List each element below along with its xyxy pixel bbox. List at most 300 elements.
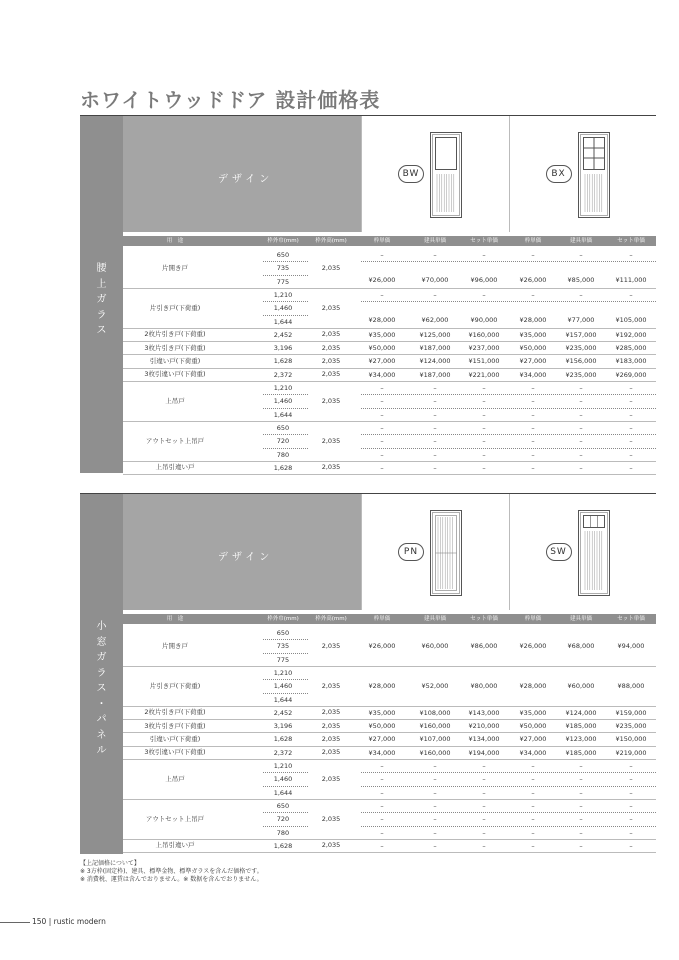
side-label-char: ガ — [96, 294, 107, 305]
width-text: 1,644 — [273, 410, 293, 419]
usage-text: 上吊戸 — [165, 774, 185, 783]
price-cell: – — [380, 410, 384, 419]
price-cell: – — [433, 384, 437, 392]
price-cell: – — [531, 828, 535, 837]
side-label-char: ガ — [96, 652, 107, 663]
price-cell: – — [433, 775, 437, 784]
price-cell: – — [482, 788, 486, 797]
price-cell: – — [482, 450, 486, 459]
door-code-badge: SW — [546, 543, 572, 561]
price-cell: ¥62,000 — [421, 315, 449, 324]
height-text: 2,035 — [321, 357, 341, 366]
price-cell: ¥96,000 — [470, 275, 498, 284]
price-cell: – — [380, 815, 384, 824]
row-divider-dotted — [263, 301, 308, 302]
column-header: 枠単価 — [524, 238, 542, 244]
price-cell: – — [482, 423, 486, 432]
height-text: 2,035 — [321, 841, 341, 850]
price-cell: – — [380, 828, 384, 837]
width-text: 1,644 — [273, 317, 293, 326]
price-cell: ¥157,000 — [565, 330, 597, 339]
side-label-char: 小 — [96, 621, 107, 632]
side-label-char: 腰 — [96, 263, 107, 274]
price-cell: – — [380, 290, 384, 299]
door-cell — [509, 494, 656, 610]
price-cell: – — [579, 788, 583, 797]
price-cell: – — [629, 775, 633, 784]
width-text: 775 — [276, 655, 290, 664]
price-cell: – — [629, 423, 633, 432]
side-label-char: ラ — [96, 309, 107, 321]
price-cell: – — [579, 384, 583, 392]
width-text: 720 — [276, 815, 290, 824]
price-cell: ¥70,000 — [421, 275, 449, 284]
price-cell: ¥60,000 — [421, 641, 449, 650]
width-text: 1,644 — [273, 695, 293, 704]
design-band — [123, 116, 361, 232]
column-header: 用 途 — [166, 238, 184, 244]
usage-text: 3枚片引き戸(下荷重) — [144, 343, 206, 352]
width-text: 1,628 — [273, 463, 293, 472]
price-cell: ¥123,000 — [565, 735, 597, 744]
price-cell: – — [380, 788, 384, 797]
door-cell — [361, 116, 509, 232]
price-cell: ¥221,000 — [468, 370, 500, 379]
price-cell: – — [433, 397, 437, 406]
door-cell — [361, 494, 509, 610]
price-cell: – — [531, 450, 535, 459]
side-label-text — [80, 619, 123, 759]
width-text: 1,628 — [273, 735, 293, 744]
price-divider-dotted — [361, 301, 656, 302]
price-cell: ¥27,000 — [519, 735, 547, 744]
price-cell: – — [579, 437, 583, 446]
price-cell: – — [579, 290, 583, 299]
group-divider — [123, 852, 656, 853]
column-header: セット単価 — [470, 238, 498, 244]
width-text: 1,460 — [273, 304, 293, 313]
price-section-komado-panel — [80, 493, 656, 853]
price-cell: – — [629, 815, 633, 824]
price-cell: – — [433, 788, 437, 797]
price-cell: – — [380, 397, 384, 406]
side-label-char: ル — [96, 745, 107, 756]
side-label-char: 窓 — [96, 636, 107, 648]
column-header: 枠単価 — [373, 238, 391, 244]
column-header: セット単価 — [617, 616, 645, 622]
price-cell: ¥77,000 — [567, 315, 595, 324]
price-cell: ¥237,000 — [468, 344, 500, 353]
row-divider-dotted — [263, 394, 308, 395]
price-cell: ¥27,000 — [368, 357, 396, 366]
price-divider-dotted — [361, 408, 656, 409]
price-cell: – — [433, 801, 437, 810]
price-cell: – — [629, 251, 633, 259]
price-cell: – — [579, 801, 583, 810]
price-cell: ¥50,000 — [519, 722, 547, 731]
price-cell: – — [482, 815, 486, 824]
price-cell: ¥34,000 — [368, 370, 396, 379]
price-cell: – — [629, 841, 633, 850]
design-label: デザイン — [218, 552, 274, 563]
price-cell: ¥194,000 — [468, 748, 500, 757]
price-cell: ¥150,000 — [615, 735, 647, 744]
column-header: 枠外巾(mm) — [267, 616, 299, 622]
usage-text: 引違い戸(下荷重) — [149, 357, 201, 366]
price-cell: ¥219,000 — [615, 748, 647, 757]
price-cell: – — [629, 828, 633, 837]
page-footer — [0, 917, 106, 926]
price-cell: ¥85,000 — [567, 275, 595, 284]
price-cell: ¥35,000 — [519, 708, 547, 717]
price-cell: – — [579, 397, 583, 406]
price-divider-dotted — [361, 394, 656, 395]
door-bx-icon — [578, 132, 610, 222]
usage-text: 引違い戸(下荷重) — [149, 735, 201, 744]
price-cell: – — [531, 384, 535, 392]
price-cell: – — [531, 397, 535, 406]
price-cell: ¥192,000 — [615, 330, 647, 339]
design-label: デザイン — [218, 174, 274, 185]
price-cell: – — [482, 251, 486, 259]
price-cell: – — [579, 251, 583, 259]
height-text: 2,035 — [321, 681, 341, 690]
width-text: 1,460 — [273, 397, 293, 406]
price-cell: – — [380, 384, 384, 392]
height-text: 2,035 — [321, 303, 341, 312]
door-code-badge: BX — [546, 165, 572, 183]
row-divider-dotted — [263, 275, 308, 276]
price-cell: – — [433, 410, 437, 419]
width-text: 780 — [276, 450, 290, 459]
price-cell: – — [380, 463, 384, 472]
width-text: 735 — [276, 642, 290, 651]
width-text: 2,372 — [273, 370, 293, 379]
price-cell: ¥160,000 — [419, 748, 451, 757]
usage-text: 3枚引違い戸(下荷重) — [144, 748, 206, 757]
price-cell: ¥35,000 — [368, 330, 396, 339]
height-text: 2,035 — [321, 721, 341, 730]
price-cell: ¥143,000 — [468, 708, 500, 717]
price-cell: – — [531, 815, 535, 824]
side-label-char: ス — [96, 683, 107, 694]
price-cell: – — [629, 450, 633, 459]
column-header: 建具単価 — [569, 238, 592, 244]
price-cell: – — [531, 841, 535, 850]
price-cell: – — [482, 463, 486, 472]
price-cell: ¥269,000 — [615, 370, 647, 379]
price-cell: – — [579, 841, 583, 850]
usage-text: 3枚片引き戸(下荷重) — [144, 721, 206, 730]
price-divider-dotted — [361, 448, 656, 449]
usage-text: アウトセット上吊戸 — [145, 436, 205, 445]
row-divider-dotted — [263, 812, 308, 813]
column-header: 枠外高(mm) — [315, 238, 347, 244]
height-text: 2,035 — [321, 463, 341, 472]
price-cell: – — [629, 801, 633, 810]
price-cell: – — [482, 801, 486, 810]
price-cell: – — [629, 397, 633, 406]
row-divider-dotted — [263, 826, 308, 827]
price-cell: ¥124,000 — [419, 357, 451, 366]
price-divider-dotted — [361, 786, 656, 787]
height-text: 2,035 — [321, 774, 341, 783]
price-cell: – — [433, 463, 437, 472]
column-header: セット単価 — [617, 238, 645, 244]
column-header: 枠単価 — [373, 616, 391, 622]
row-divider-dotted — [263, 315, 308, 316]
door-cell — [509, 116, 656, 232]
usage-text: 2枚片引き戸(下荷重) — [144, 330, 206, 339]
price-cell: ¥34,000 — [519, 370, 547, 379]
price-cell: ¥27,000 — [519, 357, 547, 366]
design-band — [123, 494, 361, 610]
width-text: 1,210 — [273, 668, 293, 677]
price-cell: – — [482, 841, 486, 850]
price-cell: – — [380, 775, 384, 784]
row-divider-dotted — [263, 408, 308, 409]
price-cell: ¥34,000 — [519, 748, 547, 757]
price-cell: ¥134,000 — [468, 735, 500, 744]
price-cell: ¥60,000 — [567, 681, 595, 690]
width-text: 2,372 — [273, 748, 293, 757]
price-cell: ¥34,000 — [368, 748, 396, 757]
price-cell: ¥124,000 — [565, 708, 597, 717]
price-cell: ¥185,000 — [565, 748, 597, 757]
width-text: 650 — [276, 801, 290, 810]
width-text: 1,460 — [273, 775, 293, 784]
height-text: 2,035 — [321, 641, 341, 650]
price-cell: – — [579, 762, 583, 770]
group-divider — [123, 474, 656, 475]
table-header-row — [123, 236, 656, 246]
price-cell: – — [482, 762, 486, 770]
price-cell: ¥185,000 — [565, 722, 597, 731]
door-pn-icon — [430, 510, 462, 600]
footer-rule — [0, 922, 30, 923]
price-cell: ¥26,000 — [519, 641, 547, 650]
price-cell: – — [380, 423, 384, 432]
price-cell: – — [482, 775, 486, 784]
column-header: 枠外高(mm) — [315, 616, 347, 622]
price-cell: ¥183,000 — [615, 357, 647, 366]
height-text: 2,035 — [321, 735, 341, 744]
price-cell: ¥52,000 — [421, 681, 449, 690]
price-cell: ¥27,000 — [368, 735, 396, 744]
height-text: 2,035 — [321, 748, 341, 757]
price-cell: ¥26,000 — [519, 275, 547, 284]
footer-brand: | rustic modern — [48, 917, 106, 926]
column-header: 建具単価 — [423, 616, 446, 622]
price-cell: – — [380, 450, 384, 459]
width-text: 3,196 — [273, 722, 293, 731]
price-cell: – — [579, 423, 583, 432]
price-cell: ¥151,000 — [468, 357, 500, 366]
column-header: 枠単価 — [524, 616, 542, 622]
height-text: 2,035 — [321, 708, 341, 717]
price-cell: – — [380, 801, 384, 810]
price-cell: ¥285,000 — [615, 344, 647, 353]
price-cell: – — [579, 410, 583, 419]
price-cell: – — [531, 251, 535, 259]
price-cell: – — [629, 290, 633, 299]
price-cell: – — [433, 423, 437, 432]
price-divider-dotted — [361, 261, 656, 262]
price-cell: ¥125,000 — [419, 330, 451, 339]
price-cell: – — [579, 775, 583, 784]
price-cell: ¥235,000 — [565, 370, 597, 379]
width-text: 1,644 — [273, 788, 293, 797]
width-text: 775 — [276, 277, 290, 286]
price-cell: – — [482, 410, 486, 419]
height-text: 2,035 — [321, 263, 341, 272]
usage-text: 片開き戸 — [162, 263, 188, 272]
price-cell: ¥88,000 — [617, 681, 645, 690]
price-divider-dotted — [361, 812, 656, 813]
price-cell: ¥105,000 — [615, 315, 647, 324]
group-divider — [123, 759, 656, 760]
price-cell: – — [380, 762, 384, 770]
price-cell: ¥35,000 — [519, 330, 547, 339]
usage-text: アウトセット上吊戸 — [145, 814, 205, 823]
price-cell: – — [482, 437, 486, 446]
height-text: 2,035 — [321, 396, 341, 405]
price-cell: – — [433, 450, 437, 459]
height-text: 2,035 — [321, 436, 341, 445]
price-cell: – — [629, 384, 633, 392]
door-code-badge: BW — [398, 165, 424, 183]
usage-text: 片引き戸(下荷重) — [149, 303, 201, 312]
price-cell: ¥160,000 — [468, 330, 500, 339]
price-cell: ¥187,000 — [419, 370, 451, 379]
price-cell: ¥35,000 — [368, 708, 396, 717]
price-cell: ¥28,000 — [368, 315, 396, 324]
price-cell: ¥235,000 — [565, 344, 597, 353]
width-text: 1,460 — [273, 682, 293, 691]
price-cell: ¥108,000 — [419, 708, 451, 717]
price-cell: – — [531, 423, 535, 432]
group-divider — [123, 421, 656, 422]
price-cell: ¥28,000 — [519, 681, 547, 690]
price-cell: – — [433, 251, 437, 259]
width-text: 1,628 — [273, 357, 293, 366]
price-cell: ¥111,000 — [615, 275, 647, 284]
door-bw-icon — [430, 132, 462, 222]
side-label-char: パ — [96, 714, 107, 725]
group-divider — [123, 799, 656, 800]
notes-line: ※ 3方枠(固定枠)、建具、標準金物、標準ガラスを含んだ価格です。 — [80, 868, 263, 875]
price-cell: – — [433, 437, 437, 446]
price-cell: ¥26,000 — [368, 641, 396, 650]
price-divider-dotted — [361, 434, 656, 435]
usage-text: 上吊引違い戸 — [155, 463, 195, 472]
column-header: 建具単価 — [569, 616, 592, 622]
row-divider-dotted — [263, 448, 308, 449]
width-text: 735 — [276, 264, 290, 273]
price-cell: – — [482, 290, 486, 299]
column-header: 建具単価 — [423, 238, 446, 244]
price-cell: ¥50,000 — [368, 722, 396, 731]
side-label-text — [80, 261, 123, 339]
column-header: セット単価 — [470, 616, 498, 622]
price-cell: – — [380, 437, 384, 446]
side-label-char: ネ — [96, 729, 107, 741]
usage-text: 片引き戸(下荷重) — [149, 681, 201, 690]
height-text: 2,035 — [321, 343, 341, 352]
price-cell: – — [629, 788, 633, 797]
price-cell: – — [531, 801, 535, 810]
side-label-char: ス — [96, 325, 107, 336]
price-cell: – — [629, 762, 633, 770]
width-text: 3,196 — [273, 344, 293, 353]
price-cell: – — [380, 251, 384, 259]
width-text: 2,452 — [273, 708, 293, 717]
width-text: 1,210 — [273, 384, 293, 392]
price-cell: – — [433, 290, 437, 299]
price-cell: – — [531, 290, 535, 299]
price-cell: – — [579, 828, 583, 837]
width-text: 2,452 — [273, 330, 293, 339]
table-header-row — [123, 614, 656, 624]
row-divider-dotted — [263, 786, 308, 787]
width-text: 780 — [276, 828, 290, 837]
page-title: ホワイトウッドドア 設計価格表 — [80, 88, 381, 112]
width-text: 650 — [276, 423, 290, 432]
notes-heading: 【上記価格について】 — [80, 860, 140, 867]
group-divider — [123, 666, 656, 667]
row-divider-dotted — [263, 679, 308, 680]
price-cell: – — [482, 828, 486, 837]
row-divider-dotted — [263, 434, 308, 435]
price-cell: ¥50,000 — [368, 344, 396, 353]
price-cell: ¥235,000 — [615, 722, 647, 731]
page-number: 150 — [32, 917, 47, 926]
price-cell: – — [380, 841, 384, 850]
side-label-char: ・ — [96, 698, 107, 710]
door-sw-icon — [578, 510, 610, 600]
price-cell: – — [531, 788, 535, 797]
width-text: 650 — [276, 629, 290, 637]
price-cell: – — [531, 762, 535, 770]
price-cell: ¥90,000 — [470, 315, 498, 324]
section-side-label — [80, 116, 123, 473]
side-label-char: 上 — [96, 278, 107, 290]
price-cell: ¥50,000 — [519, 344, 547, 353]
price-cell: ¥187,000 — [419, 344, 451, 353]
price-cell: – — [531, 463, 535, 472]
price-cell: ¥156,000 — [565, 357, 597, 366]
group-divider — [123, 381, 656, 382]
price-cell: ¥86,000 — [470, 641, 498, 650]
usage-text: 上吊引違い戸 — [155, 841, 195, 850]
width-text: 1,210 — [273, 290, 293, 299]
column-header: 用 途 — [166, 616, 184, 622]
notes-line: ※ 消費税、運賃は含んでおりません。※ 数据を含んでおりません。 — [80, 876, 263, 883]
width-text: 650 — [276, 251, 290, 259]
price-cell: – — [629, 463, 633, 472]
row-divider-dotted — [263, 653, 308, 654]
usage-text: 片開き戸 — [162, 641, 188, 650]
price-cell: – — [579, 815, 583, 824]
price-cell: ¥210,000 — [468, 722, 500, 731]
price-cell: ¥160,000 — [419, 722, 451, 731]
usage-text: 上吊戸 — [165, 396, 185, 405]
price-cell: – — [531, 437, 535, 446]
price-cell: – — [629, 437, 633, 446]
price-cell: – — [433, 841, 437, 850]
price-cell: – — [433, 762, 437, 770]
price-cell: – — [579, 450, 583, 459]
